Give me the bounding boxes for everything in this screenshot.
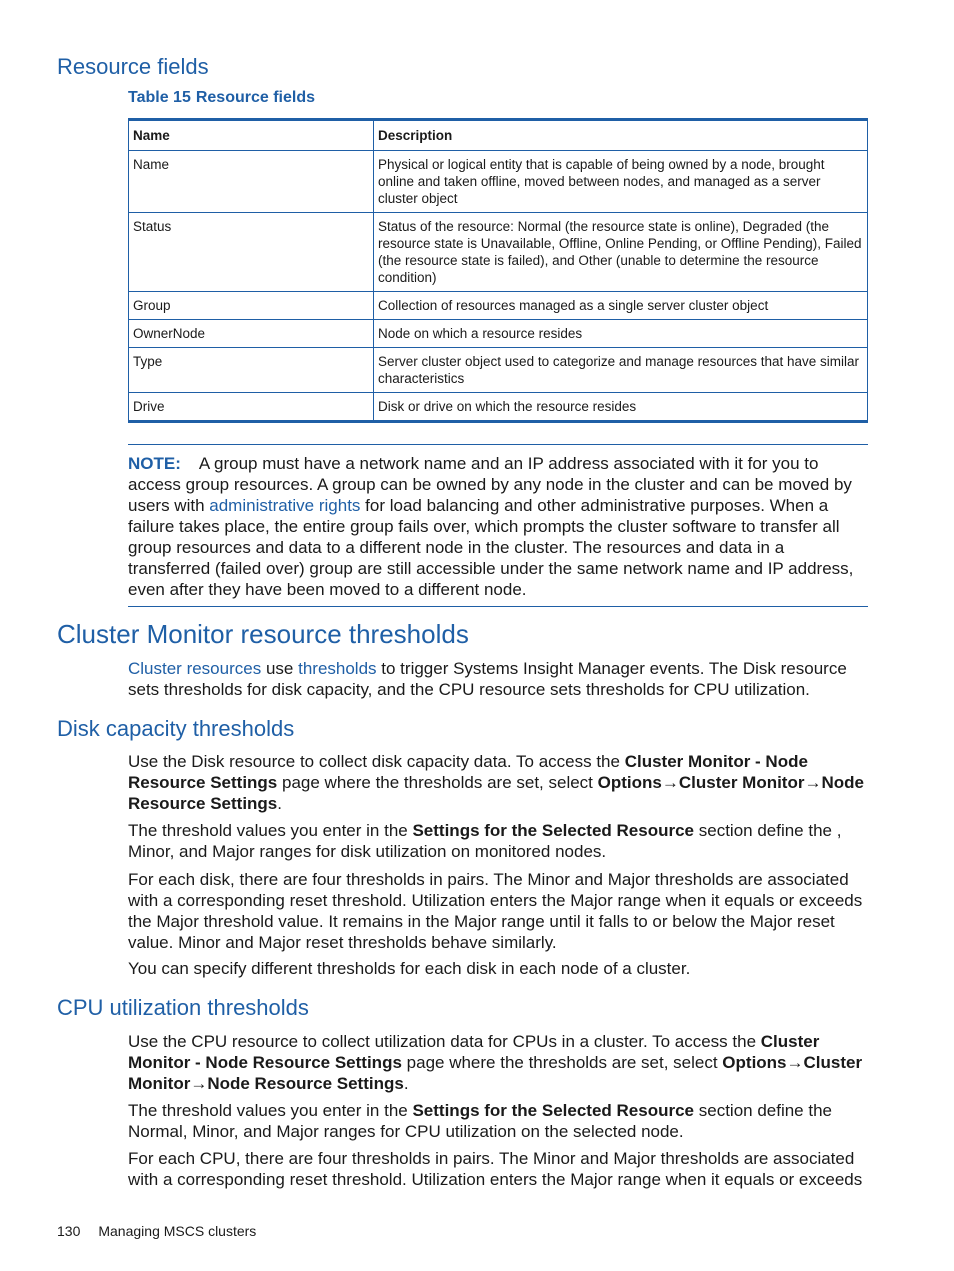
section-heading-cpu-utilization: CPU utilization thresholds	[57, 995, 309, 1020]
table-row	[129, 292, 868, 320]
resource-fields-table	[128, 118, 868, 423]
column-header-name: Name	[129, 120, 374, 151]
note-text-start: A group must have a network name and an IP address associated with it for you to access group resources. A group can be owned by any node in the cluster and can be moved by users with	[128, 454, 852, 515]
text: The threshold values you enter in the	[128, 1101, 408, 1120]
table-header-row	[129, 120, 868, 151]
table-caption-number: Table 15	[128, 89, 191, 106]
text: Use the CPU resource to collect utilization data for CPUs in a cluster. To access the	[128, 1032, 757, 1051]
settings-section-name: Settings for the Selected Resource	[412, 821, 694, 840]
cluster-resources-link[interactable]: Cluster resources	[128, 659, 262, 678]
cell-description: Node on which a resource resides	[374, 320, 868, 348]
text: The threshold values you enter in the	[128, 821, 408, 840]
table-row	[129, 348, 868, 393]
menu-arrow-icon: →	[190, 1074, 208, 1093]
node-resource-settings-page-name: Cluster Monitor - Node Resource Settings	[128, 752, 808, 792]
page-footer	[57, 1223, 256, 1239]
table-row	[129, 320, 868, 348]
table-caption	[128, 89, 320, 107]
cell-description: Disk or drive on which the resource resides	[374, 393, 868, 422]
menu-options: Options	[722, 1053, 787, 1072]
cell-description: Collection of resources managed as a single server cluster object	[374, 292, 868, 320]
cell-name: OwnerNode	[129, 320, 374, 348]
column-header-description: Description	[374, 120, 868, 151]
text: Use the Disk resource to collect disk capacity data. To access the	[128, 752, 620, 771]
menu-cluster-monitor: Cluster Monitor	[678, 773, 805, 792]
menu-options: Options	[597, 773, 662, 792]
menu-arrow-icon: →	[661, 773, 679, 792]
table-caption-title: Resource fields	[195, 89, 315, 106]
text: .	[403, 1074, 409, 1093]
text-use: use	[265, 659, 294, 678]
cell-description: Server cluster object used to categorize and manage resources that have similar characteristics	[374, 348, 868, 393]
cpu-paragraph-1	[128, 1031, 868, 1094]
disk-paragraph-4: You can specify different thresholds for each disk in each node of a cluster.	[128, 959, 691, 978]
settings-section-name: Settings for the Selected Resource	[412, 1101, 694, 1120]
thresholds-link[interactable]: thresholds	[298, 659, 377, 678]
cell-name: Type	[129, 348, 374, 393]
section-heading-disk-capacity: Disk capacity thresholds	[57, 716, 295, 741]
text: section define the Normal, Minor, and Major ranges for CPU utilization on the selected node.	[128, 1101, 832, 1141]
disk-paragraph-1	[128, 751, 868, 814]
menu-cluster-monitor: Cluster Monitor	[128, 1053, 863, 1093]
text: page where the thresholds are set, select	[406, 1053, 718, 1072]
menu-node-resource-settings: Node Resource Settings	[207, 1074, 404, 1093]
menu-node-resource-settings: Node Resource Settings	[128, 773, 864, 813]
cluster-intro-paragraph	[128, 658, 868, 700]
cell-description: Status of the resource: Normal (the resource state is online), Degraded (the resource state is Unavailable, Offline, Online Pending, or Offline Pending), Failed (the resource state is failed), and Other (unable to determine the resource condition)	[374, 213, 868, 292]
note-box	[128, 444, 868, 607]
table-row	[129, 151, 868, 213]
cell-name: Status	[129, 213, 374, 292]
menu-arrow-icon: →	[804, 773, 822, 792]
note-label: NOTE:	[128, 454, 181, 473]
note-text-end: for load balancing and other administrative purposes. When a failure takes place, the entire group fails over, which prompts the cluster software to transfer all group resources and data to a different node in the cluster. The resources and data in a transferred (failed over) group are still accessible under the same network name and IP address, even after they have been moved to a different node.	[128, 496, 854, 599]
section-heading-cluster-monitor: Cluster Monitor resource thresholds	[57, 619, 469, 649]
table-row	[129, 213, 868, 292]
administrative-rights-link[interactable]: administrative rights	[209, 496, 361, 515]
footer-chapter-title: Managing MSCS clusters	[98, 1223, 257, 1239]
text: page where the thresholds are set, select	[282, 773, 593, 792]
disk-paragraph-3: For each disk, there are four thresholds in pairs. The Minor and Major thresholds are associated with a corresponding reset threshold. Utilization enters the Major range when it equals or exceeds the Major threshold value. It remains in the Major range until it falls to or below the Major reset value. Minor and Major reset thresholds behave similarly.	[128, 870, 863, 952]
disk-paragraph-2	[128, 820, 868, 862]
table-row	[129, 393, 868, 422]
page-number: 130	[57, 1223, 81, 1239]
cell-name: Name	[129, 151, 374, 213]
menu-arrow-icon: →	[786, 1053, 804, 1072]
cell-name: Group	[129, 292, 374, 320]
cell-description: Physical or logical entity that is capable of being owned by a node, brought online and taken offline, moved between nodes, and managed as a server cluster object	[374, 151, 868, 213]
cpu-paragraph-3: For each CPU, there are four thresholds in pairs. The Minor and Major thresholds are associated with a corresponding reset threshold. Utilization enters the Major range when it equals or exceeds	[128, 1149, 863, 1189]
section-heading-resource-fields: Resource fields	[57, 54, 209, 79]
cell-name: Drive	[129, 393, 374, 422]
text: .	[277, 794, 282, 813]
cluster-intro-text: to trigger Systems Insight Manager events. The Disk resource sets thresholds for disk capacity, and the CPU resource sets thresholds for CPU utilization.	[128, 659, 847, 699]
cpu-paragraph-2	[128, 1100, 868, 1142]
text: section define the , Minor, and Major ranges for disk utilization on monitored nodes.	[128, 821, 842, 861]
node-resource-settings-page-name: Cluster Monitor - Node Resource Settings	[128, 1032, 820, 1072]
